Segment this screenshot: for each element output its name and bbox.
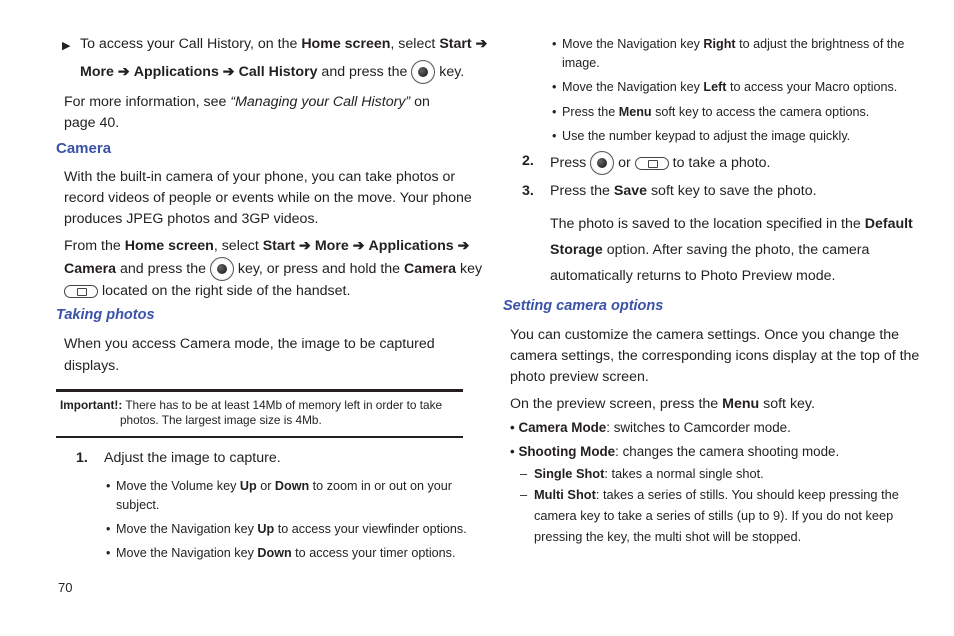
text: produces JPEG photos and 3GP videos. <box>64 211 319 227</box>
text: pressing the key, the multi shot will be stopped. <box>534 529 802 544</box>
arrow-icon: ➔ <box>222 63 235 80</box>
camera-intro-paragraph <box>64 167 474 230</box>
arrow-icon: ➔ <box>352 238 365 254</box>
arrow-icon: ➔ <box>475 36 488 52</box>
text: soft key to save the photo. <box>647 183 817 199</box>
list-item <box>510 442 839 462</box>
text: For more information, see <box>64 94 231 110</box>
key-label: Down <box>257 546 292 560</box>
page-number: 70 <box>58 580 73 595</box>
text: Use the number keypad to adjust the image quickly. <box>562 129 851 143</box>
camera-heading: Camera <box>56 140 112 157</box>
text: image. <box>562 56 600 70</box>
step-2 <box>522 151 912 172</box>
save-label: Save <box>613 183 648 199</box>
home-screen-label: Home screen <box>124 238 214 254</box>
text: camera settings, the corresponding icons display at the top of the <box>510 348 920 364</box>
option-name: Camera Mode <box>518 420 607 435</box>
text: page 40. <box>64 115 120 131</box>
text: photos. The largest image size is 4Mb. <box>120 413 322 427</box>
camera-label: Camera <box>404 260 457 277</box>
ok-key-icon <box>210 257 234 281</box>
start-label: Start <box>439 36 472 52</box>
option-description: : takes a normal single shot. <box>604 466 764 481</box>
text: located on the right side of the handset. <box>98 283 351 299</box>
important-label: Important!: <box>60 398 123 412</box>
text: subject. <box>116 498 160 512</box>
ok-key-icon <box>590 151 614 175</box>
text: camera key to take a series of stills (up to 9). If you do not keep <box>534 508 894 523</box>
text: to take a photo. <box>668 154 771 171</box>
text: Adjust the image to capture. <box>104 450 281 466</box>
key-label: Menu <box>618 105 652 119</box>
option-name: Single Shot <box>534 466 605 481</box>
text: to adjust the brightness of the <box>735 37 905 51</box>
text: to access your viewfinder options. <box>274 522 467 536</box>
text: photo preview screen. <box>510 369 649 385</box>
camera-key-icon <box>635 157 669 170</box>
option-name: Shooting Mode <box>518 444 616 459</box>
step-1 <box>76 448 456 469</box>
text: When you access Camera mode, the image to be captured <box>64 336 435 352</box>
from-home-paragraph <box>64 236 483 302</box>
home-screen-label: Home screen <box>301 36 391 52</box>
key-label: Up <box>257 522 275 536</box>
text: soft key to access the camera options. <box>651 105 870 119</box>
option-name: Multi Shot <box>534 487 596 502</box>
text: and press the <box>116 260 210 277</box>
text: key <box>456 260 483 277</box>
text: With the built-in camera of your phone, you can take photos or <box>64 169 456 185</box>
step-number: 3. <box>522 183 534 199</box>
text: Move the Volume key <box>116 479 240 493</box>
setting-camera-options-heading: Setting camera options <box>503 298 664 314</box>
text: Press the <box>550 183 614 199</box>
option-description: : changes the camera shooting mode. <box>615 444 840 459</box>
text: and press the <box>317 63 412 80</box>
text: From the <box>64 238 125 254</box>
camera-label: Camera <box>64 260 117 277</box>
call-history-label: Call History <box>238 63 318 80</box>
cross-reference-link[interactable]: “Managing your Call History” <box>230 94 411 110</box>
text: On the preview screen, press the <box>510 396 723 412</box>
ok-key-icon <box>411 60 435 84</box>
text: to access your Macro options. <box>726 80 898 94</box>
step-number: 1. <box>76 450 88 466</box>
divider-top <box>56 389 463 392</box>
applications-label: Applications <box>133 63 219 80</box>
text: Press the <box>562 105 619 119</box>
arrow-icon: ➔ <box>457 238 470 254</box>
text: key. <box>435 63 465 80</box>
key-label: Down <box>274 479 310 493</box>
more-label: More <box>314 238 349 254</box>
preview-paragraph <box>510 394 920 415</box>
important-note <box>60 398 460 428</box>
text: soft key. <box>759 396 815 412</box>
list-item <box>510 418 791 438</box>
more-label: More <box>80 63 114 80</box>
menu-label: Menu <box>722 396 760 412</box>
option-description: : takes a series of stills. You should keep pressing the <box>595 487 899 502</box>
text: option. After saving the photo, the camera <box>602 242 870 258</box>
text: , select <box>390 36 440 52</box>
text: to access your timer options. <box>291 546 456 560</box>
text: Press <box>550 154 591 171</box>
bullet: • <box>510 444 515 459</box>
key-label: Up <box>239 479 257 493</box>
arrow-icon: ➔ <box>117 63 130 80</box>
arrow-icon: ➔ <box>299 238 311 254</box>
text: Move the Navigation key <box>116 522 258 536</box>
default-label: Default <box>864 216 913 232</box>
text: or <box>256 479 275 493</box>
taking-photos-paragraph <box>64 334 464 377</box>
text: Move the Navigation key <box>116 546 258 560</box>
applications-label: Applications <box>368 238 454 254</box>
dash: – <box>520 466 528 481</box>
text: on <box>410 94 430 110</box>
divider-bottom <box>56 436 463 438</box>
photo-saved-paragraph <box>550 211 920 289</box>
text: automatically returns to Photo Preview mode. <box>550 268 836 284</box>
storage-label: Storage <box>550 242 603 258</box>
text: Move the Navigation key <box>562 80 704 94</box>
step-marker: ▶ <box>62 40 71 52</box>
text: Move the Navigation key <box>562 37 704 51</box>
text: You can customize the camera settings. Once you change the <box>510 327 900 343</box>
text: To access your Call History, on the <box>80 36 302 52</box>
step-3 <box>522 181 912 202</box>
text: , select <box>213 238 263 254</box>
text: The photo is saved to the location specified in the <box>550 216 865 232</box>
key-label: Left <box>703 80 727 94</box>
option-description: : switches to Camcorder mode. <box>606 420 791 435</box>
text: to zoom in or out on your <box>309 479 452 493</box>
customize-paragraph <box>510 325 920 388</box>
text: displays. <box>64 358 120 374</box>
text: There has to be at least 14Mb of memory left in order to take <box>122 398 443 412</box>
more-info-paragraph <box>64 92 464 134</box>
text: record videos of people or events while on the move. Your phone <box>64 190 472 206</box>
key-label: Right <box>703 37 736 51</box>
bullet: • <box>510 420 515 435</box>
step-number: 2. <box>522 153 534 169</box>
text: or <box>614 154 635 171</box>
text: key, or press and hold the <box>233 260 405 277</box>
dash: – <box>520 487 528 502</box>
camera-key-icon <box>64 285 98 298</box>
start-label: Start <box>262 238 296 254</box>
taking-photos-heading: Taking photos <box>56 307 155 323</box>
